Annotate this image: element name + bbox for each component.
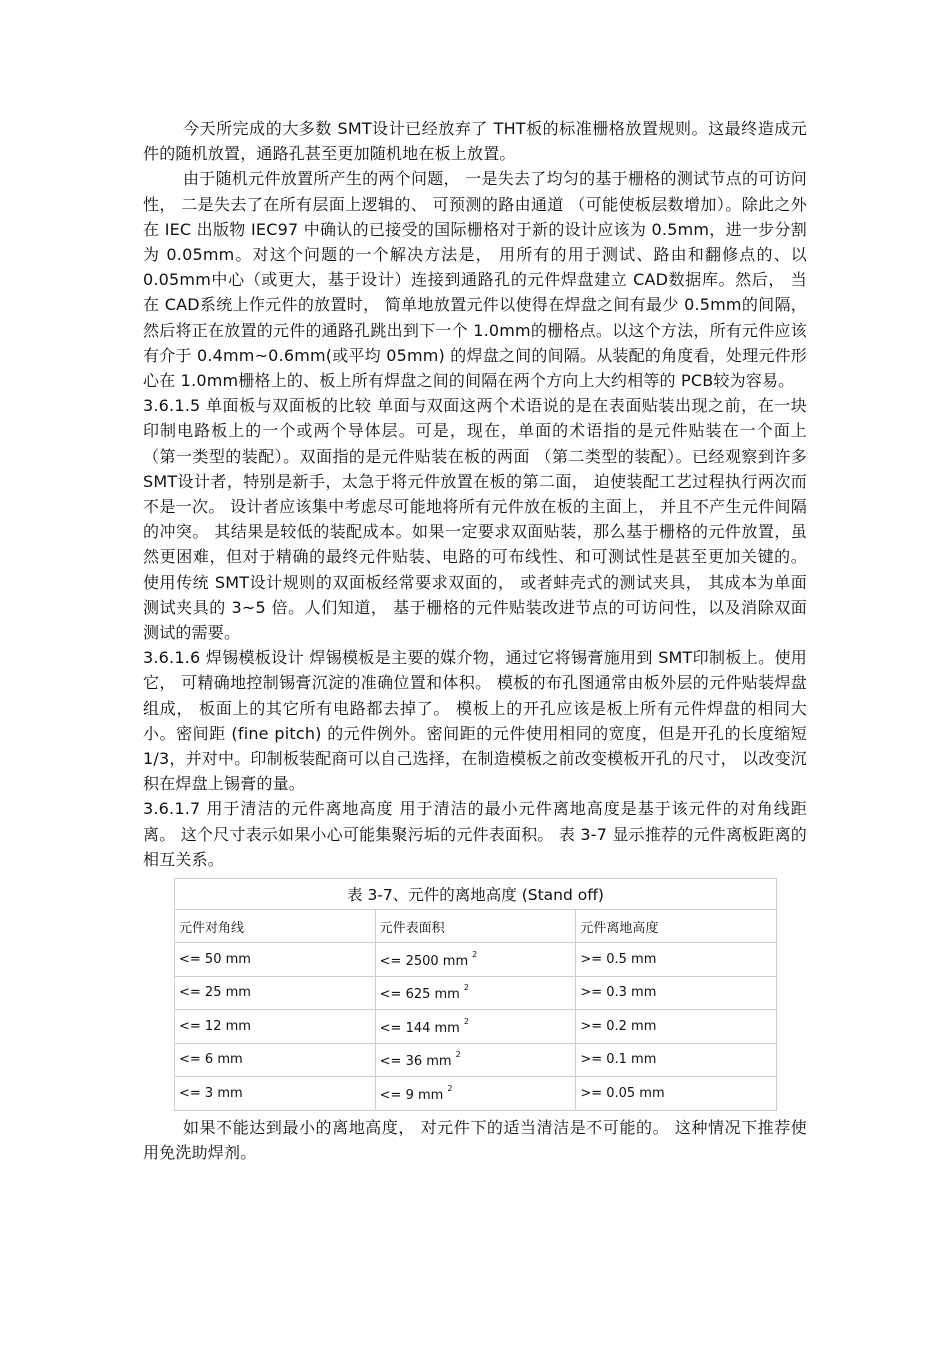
table-row xyxy=(175,943,777,977)
area-value: <= 144 mm xyxy=(379,1020,460,1036)
area-value: <= 2500 mm xyxy=(379,953,469,969)
cell-standoff: >= 0.5 mm xyxy=(576,943,777,977)
table-row xyxy=(175,1010,777,1044)
cell-standoff: >= 0.2 mm xyxy=(576,1010,777,1044)
cell-area xyxy=(375,1043,576,1077)
area-superscript: 2 xyxy=(463,983,469,993)
document-page xyxy=(143,116,807,1165)
section-3-6-1-7: 3.6.1.7 用于清洁的元件离地高度 用于清洁的最小元件离地高度是基于该元件的对角线距离。 这个尺寸表示如果小心可能集聚污垢的元件表面积。 表 3-7 显示推荐的元件离板距离的相互关系。 xyxy=(143,799,807,869)
paragraph-smt-placement: 今天所完成的大多数 SMT设计已经放弃了 THT板的标准栅格放置规则。这最终造成元件的随机放置，通路孔甚至更加随机地在板上放置。 xyxy=(143,119,807,164)
area-superscript: 2 xyxy=(463,1016,469,1026)
cell-diagonal: <= 6 mm xyxy=(175,1043,376,1077)
section-3-6-1-5: 3.6.1.5 单面板与双面板的比较 单面与双面这两个术语说的是在表面贴装出现之前，在一块印制电路板上的一个或两个导体层。可是，现在，单面的术语指的是元件贴装在一个面上 （第一类型的装配）。双面指的是元件贴装在板的两面 （第二类型的装配）。已经观察到许多 SMT设计者，特别是新手，太急于将元件放置在板的第二面， 迫使装配工艺过程执行两次而不是一次。 设计者应该集中考虑尽可能地将所有元件放在板的主面上， 并且不产生元件间隔的冲突。 其结果是较低的装配成本。如果一定要求双面贴装，那么基于栅格的元件放置，虽然更困难，但对于精确的最终元件贴装、电路的可布线性、和可测试性是甚至更加关键的。使用传统 SMT设计规则的双面板经常要求双面的， 或者蚌壳式的测试夹具， 其成本为单面测试夹具的 3~5 倍。人们知道， 基于栅格的元件贴装改进节点的可访问性，以及消除双面测试的需要。 xyxy=(143,396,807,643)
paragraph-random-placement: 由于随机元件放置所产生的两个问题， 一是失去了均匀的基于栅格的测试节点的可访问性， 二是失去了在所有层面上逻辑的、 可预测的路由通道 （可能使板层数增加）。除此之外在 IEC 出版物 IEC97 中确认的已接受的国际栅格对于新的设计应该为 0.5mm，进一步分割为 0.05mm。对这个问题的一个解决方法是， 用所有的用于测试、路由和翻修点的、以 0.05mm中心（或更大，基于设计）连接到通路孔的元件焊盘建立 CAD数据库。然后， 当在 CAD系统上作元件的放置时， 简单地放置元件以使得在焊盘之间有最少 0.5mm的间隔，然后将正在放置的元件的通路孔跳出到下一个 1.0mm的栅格点。以这个方法，所有元件应该有介于 0.4mm~0.6mm(或平均 05mm) 的焊盘之间的间隔。从装配的角度看，处理元件形心在 1.0mm栅格上的、板上所有焊盘之间的间隔在两个方向上大约相等的 PCB较为容易。 xyxy=(143,169,807,391)
cell-diagonal: <= 12 mm xyxy=(175,1010,376,1044)
table-row xyxy=(175,1077,777,1111)
cell-standoff: >= 0.3 mm xyxy=(576,976,777,1010)
standoff-table xyxy=(174,878,777,1111)
area-superscript: 2 xyxy=(455,1050,461,1060)
standoff-table-wrapper xyxy=(174,878,777,1111)
area-value: <= 36 mm xyxy=(379,1054,452,1070)
cell-area xyxy=(375,943,576,977)
table-header-row xyxy=(175,910,777,943)
paragraph-no-clean-flux: 如果不能达到最小的离地高度， 对元件下的适当清洁是不可能的。 这种情况下推荐使用免洗助焊剂。 xyxy=(143,1117,807,1162)
header-area: 元件表面积 xyxy=(375,910,576,943)
cell-area xyxy=(375,1010,576,1044)
area-superscript: 2 xyxy=(472,949,478,959)
table-caption: 表 3-7、元件的离地高度 (Stand off) xyxy=(175,879,777,910)
header-diagonal: 元件对角线 xyxy=(175,910,376,943)
cell-diagonal: <= 3 mm xyxy=(175,1077,376,1111)
area-superscript: 2 xyxy=(447,1083,453,1093)
area-value: <= 9 mm xyxy=(379,1087,444,1103)
cell-area xyxy=(375,976,576,1010)
cell-standoff: >= 0.1 mm xyxy=(576,1043,777,1077)
table-row xyxy=(175,1043,777,1077)
header-standoff: 元件离地高度 xyxy=(576,910,777,943)
cell-standoff: >= 0.05 mm xyxy=(576,1077,777,1111)
table-row xyxy=(175,976,777,1010)
area-value: <= 625 mm xyxy=(379,987,460,1003)
cell-diagonal: <= 25 mm xyxy=(175,976,376,1010)
cell-area xyxy=(375,1077,576,1111)
section-3-6-1-6: 3.6.1.6 焊锡模板设计 焊锡模板是主要的媒介物，通过它将锡膏施用到 SMT印制板上。使用它， 可精确地控制锡膏沉淀的准确位置和体积。 模板的布孔图通常由板外层的元件贴装焊盘组成， 板面上的其它所有电路都去掉了。 模板上的开孔应该是板上所有元件焊盘的相同大小。密间距 (fine pitch) 的元件例外。密间距的元件使用相同的宽度，但是开孔的长度缩短 1/3，并对中。印制板装配商可以自己选择，在制造模板之前改变模板开孔的尺寸， 以改变沉积在焊盘上锡膏的量。 xyxy=(143,648,807,794)
cell-diagonal: <= 50 mm xyxy=(175,943,376,977)
